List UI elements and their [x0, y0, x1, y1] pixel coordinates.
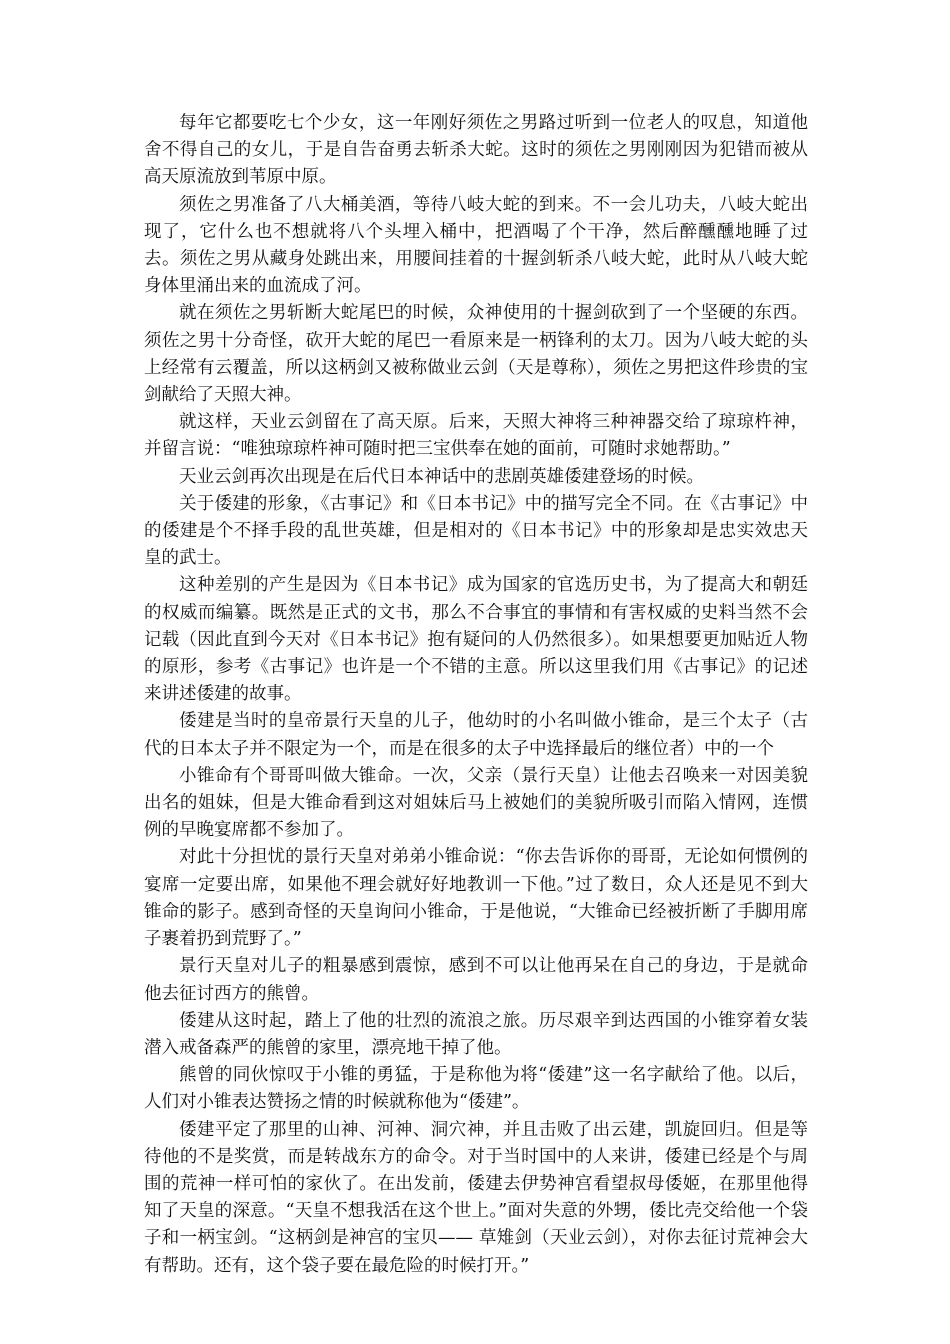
paragraph: 就这样，天业云剑留在了高天原。后来，天照大神将三种神器交给了琼琼杵神，并留言说：“唯独琼琼杵神可随时把三宝供奉在她的面前，可随时求她帮助。” [144, 412, 808, 460]
paragraph: 就在须佐之男斩断大蛇尾巴的时候，众神使用的十握剑砍到了一个坚硬的东西。须佐之男十分奇怪，砍开大蛇的尾巴一看原来是一柄锋利的太刀。因为八岐大蛇的头上经常有云覆盖，所以这柄剑又被称做业云剑（天是尊称），须佐之男把这件珍贵的宝剑献给了天照大神。 [144, 303, 808, 406]
paragraph: 对此十分担忧的景行天皇对弟弟小锥命说：“你去告诉你的哥哥，无论如何惯例的宴席一定要出席，如果他不理会就好好地教训一下他。”过了数日，众人还是见不到大锥命的影子。感到奇怪的天皇询问小锥命，于是他说，“大锥命已经被折断了手脚用席子裹着扔到荒野了。” [144, 847, 808, 950]
paragraph: 小锥命有个哥哥叫做大锥命。一次，父亲（景行天皇）让他去召唤来一对因美貌出名的姐妹，但是大锥命看到这对姐妹后马上被她们的美貌所吸引而陷入情网，连惯例的早晚宴席都不参加了。 [144, 765, 808, 841]
paragraph: 倭建平定了那里的山神、河神、洞穴神，并且击败了出云建，凯旋回归。但是等待他的不是奖赏，而是转战东方的命令。对于当时国中的人来讲，倭建已经是个与周围的荒神一样可怕的家伙了。在出发前，倭建去伊势神宫看望叔母倭姬，在那里他得知了天皇的深意。“天皇不想我活在这个世上。”面对失意的外甥，倭比壳交给他一个袋子和一柄宝剑。“这柄剑是神宫的宝贝—— 草雉剑（天业云剑），对你去征讨荒神会大有帮助。还有，这个袋子要在最危险的时候打开。” [144, 1119, 808, 1276]
paragraph: 熊曾的同伙惊叹于小锥的勇猛，于是称他为将“倭建”这一名字献给了他。以后，人们对小锥表达赞扬之情的时候就称他为“倭建”。 [144, 1065, 808, 1113]
paragraph: 关于倭建的形象，《古事记》和《日本书记》中的描写完全不同。在《古事记》中的倭建是个不择手段的乱世英雄，但是相对的《日本书记》中的形象却是忠实效忠天皇的武士。 [144, 493, 808, 569]
paragraph: 景行天皇对儿子的粗暴感到震惊，感到不可以让他再呆在自己的身边，于是就命他去征讨西方的熊曾。 [144, 956, 808, 1004]
paragraph: 倭建从这时起，踏上了他的壮烈的流浪之旅。历尽艰辛到达西国的小锥穿着女装潜入戒备森严的熊曾的家里，漂亮地干掉了他。 [144, 1010, 808, 1058]
paragraph: 天业云剑再次出现是在后代日本神话中的悲剧英雄倭建登场的时候。 [179, 466, 704, 487]
document-body [144, 110, 808, 1280]
paragraph: 倭建是当时的皇帝景行天皇的儿子，他幼时的小名叫做小锥命，是三个太子（古代的日本太子并不限定为一个，而是在很多的太子中选择最后的继位者）中的一个 [144, 711, 808, 759]
paragraph: 每年它都要吃七个少女，这一年刚好须佐之男路过听到一位老人的叹息，知道他舍不得自己的女儿，于是自告奋勇去斩杀大蛇。这时的须佐之男刚刚因为犯错而被从高天原流放到苇原中原。 [144, 113, 808, 188]
paragraph: 须佐之男准备了八大桶美酒，等待八岐大蛇的到来。不一会儿功夫，八岐大蛇出现了，它什么也不想就将八个头埋入桶中，把酒喝了个干净，然后醉醺醺地睡了过去。须佐之男从藏身处跳出来，用腰间挂着的十握剑斩杀八岐大蛇，此时从八岐大蛇身体里涌出来的血流成了河。 [144, 194, 808, 297]
paragraph: 这种差别的产生是因为《日本书记》成为国家的官选历史书，为了提高大和朝廷的权威而编纂。既然是正式的文书，那么不合事宜的事情和有害权威的史料当然不会记载（因此直到今天对《日本书记》抱有疑问的人仍然很多）。如果想要更加贴近人物的原形，参考《古事记》也许是一个不错的主意。所以这里我们用《古事记》的记述来讲述倭建的故事。 [144, 575, 808, 705]
